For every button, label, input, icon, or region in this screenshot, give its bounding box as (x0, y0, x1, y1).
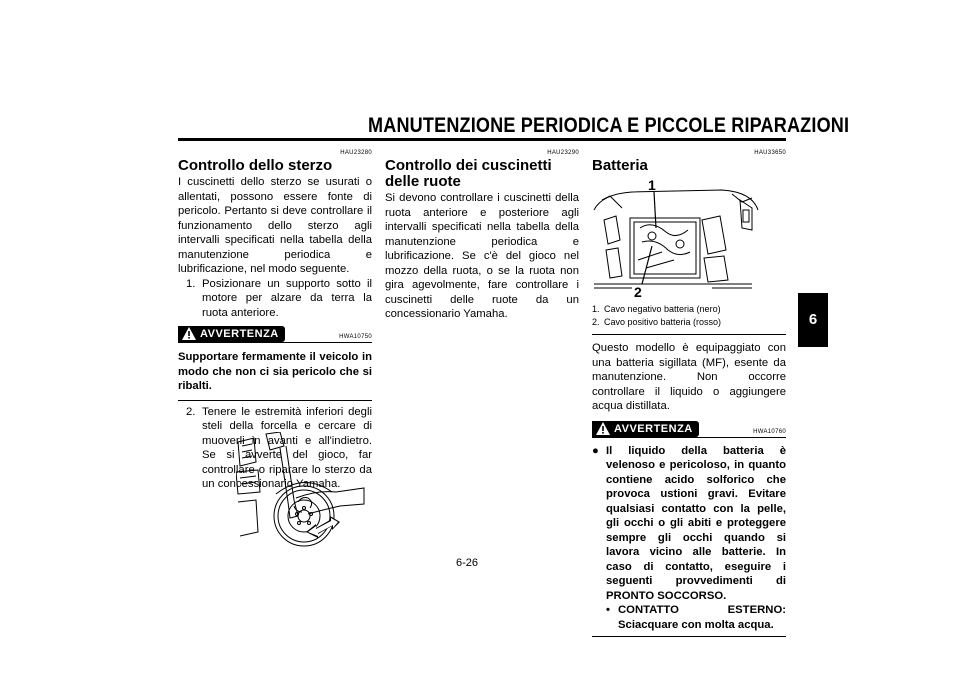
fork-check-illustration (236, 432, 366, 548)
warning-end-rule (178, 400, 372, 401)
page-header-title: MANUTENZIONE PERIODICA E PICCOLE RIPARAZIONI (368, 114, 850, 137)
paragraph: Questo modello è equipaggiato con una batteria sigillata (MF), esente da manutenzione. Non occorre controllare il liquido o aggiungere acqua distillata. (592, 342, 786, 412)
callout-2: 2 (634, 284, 642, 298)
warning-icon (596, 422, 610, 435)
warning-header (592, 421, 786, 438)
caption-number: 2. (592, 317, 600, 327)
column-wheel-bearings (385, 150, 579, 322)
warning-badge (178, 326, 285, 342)
warning-badge (592, 421, 699, 437)
step-number: 2. (186, 405, 196, 418)
warning-text: Il liquido della batteria è velenoso e pericoloso, in quanto contiene acido solforico che provoca ustioni gravi. Evitare qualsiasi contatto con la pelle, gli occhi o gli abiti e proteggere sempre gli occhi quando si lavora vicino alle batterie. In caso di contatto, eseguire i seguenti provvedimenti di PRONTO SOCCORSO. (606, 444, 786, 602)
sub-bullet-text: CONTATTO ESTERNO: Sciacquare con molta acqua. (618, 604, 786, 631)
caption-text: Cavo negativo batteria (nero) (604, 304, 721, 314)
warning-text: Supportare fermamente il veicolo in modo che non ci sia pericolo che si ribalti. (178, 351, 372, 392)
step-text: Tenere le estremità inferiori degli steli della forcella e cercare di muoverli in avanti e all'indietro. Se si avverte del gioco, far controllare o riparare lo sterzo da un concessionario Yamaha. (202, 405, 372, 490)
battery-text-block (592, 303, 786, 637)
callout-1: 1 (648, 180, 656, 193)
section-code: HAU23280 (340, 150, 372, 156)
caption-item (592, 316, 786, 329)
bullet-dot-icon: • (606, 604, 610, 616)
caption-number: 1. (592, 304, 600, 314)
section-title: Controllo dei cuscinetti delle ruote (385, 157, 552, 190)
warning-icon (182, 327, 196, 340)
chapter-tab: 6 (798, 293, 828, 347)
section-title: Batteria (592, 157, 648, 174)
section-title: Controllo dello sterzo (178, 157, 333, 174)
header-rule (178, 138, 786, 141)
warning-header (178, 326, 372, 343)
warning-label: AVVERTENZA (614, 422, 693, 435)
page-number: 6-26 (456, 557, 479, 569)
warning-code: HWA10750 (339, 334, 372, 340)
section-code: HAU23290 (547, 150, 579, 156)
paragraph: Si devono controllare i cuscinetti della ruota anteriore e posteriore agli intervalli specificati nella tabella della manutenzione periodica e lubrificazione. Se c'è del gioco nel mozzo della ruota, o se la ruota non gira agevolmente, fare controllare i cuscinetti delle ruote da un concessionario Yamaha. (385, 192, 579, 320)
warning-sub-bullet (592, 603, 786, 632)
section-code: HAU33650 (754, 150, 786, 156)
paragraph: I cuscinetti dello sterzo se usurati o allentati, possono essere fonte di pericolo. Pertanto si deve controllare il funzionamento dello sterzo agli intervalli specificati nella tabella della manutenzione periodica e lubrificazione, nel modo seguente. (178, 176, 372, 275)
battery-illustration (592, 180, 762, 298)
caption-text: Cavo positivo batteria (rosso) (604, 317, 722, 327)
bullet-dot-icon: ● (592, 444, 599, 457)
warning-end-rule (592, 636, 786, 637)
column-battery (592, 150, 786, 174)
caption-rule (592, 334, 786, 335)
step-item (178, 277, 372, 321)
caption-item (592, 303, 786, 316)
warning-label: AVVERTENZA (200, 328, 279, 340)
warning-bullet (592, 444, 786, 604)
step-number: 1. (186, 277, 196, 290)
step-text: Posizionare un supporto sotto il motore per alzare da terra la ruota anteriore. (202, 277, 372, 319)
warning-code: HWA10760 (753, 428, 786, 435)
